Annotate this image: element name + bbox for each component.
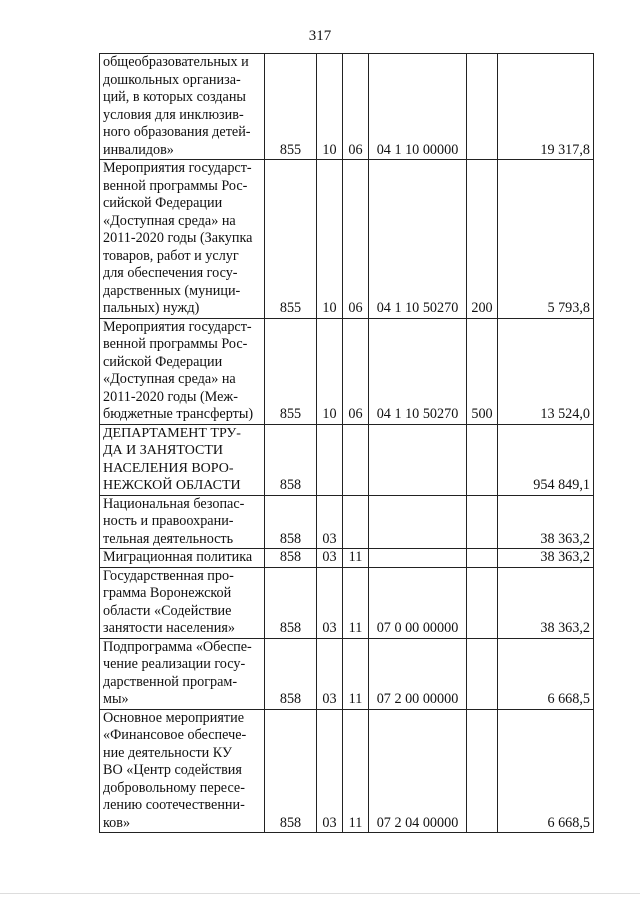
subsection-code-cell: 06 <box>343 318 369 424</box>
amount-cell: 38 363,2 <box>498 495 594 549</box>
ministry-code-cell: 855 <box>265 318 317 424</box>
row-name-line: занятости населения» <box>103 620 235 636</box>
row-name-line: «Доступная среда» на <box>103 212 236 229</box>
section-code-cell: 10 <box>317 160 343 319</box>
row-name-line: инвалидов» <box>103 141 174 158</box>
row-name-line: пальных) нужд) <box>103 300 200 316</box>
row-name-line: Основное мероприятие <box>103 709 244 726</box>
amount-cell: 954 849,1 <box>498 424 594 495</box>
row-name-cell <box>100 638 265 709</box>
row-name-line: сийской Федерации <box>103 353 223 370</box>
row-name-line: НЕЖСКОЙ ОБЛАСТИ <box>103 478 241 493</box>
section-code-cell: 03 <box>317 567 343 638</box>
target-article-cell: 07 2 04 00000 <box>369 709 467 833</box>
ministry-code-cell: 858 <box>265 424 317 495</box>
expense-type-cell <box>467 567 498 638</box>
row-name-line: ций, в которых созданы <box>103 89 246 105</box>
row-name-line: грамма Воронежской <box>103 585 232 601</box>
expense-type-cell <box>467 54 498 160</box>
row-name-line: «Доступная среда» на <box>103 371 236 387</box>
row-name-line: чение реализации госу- <box>103 656 246 672</box>
table-row <box>100 54 594 160</box>
page-number: 317 <box>308 28 332 44</box>
amount-cell: 19 317,8 <box>498 54 594 160</box>
ministry-code-cell: 855 <box>265 160 317 319</box>
section-code-cell <box>317 424 343 495</box>
row-name-line: Национальная безопас- <box>103 495 245 512</box>
row-name-line: «Финансовое обеспече- <box>103 727 247 743</box>
table-body <box>100 54 594 833</box>
table-row <box>100 709 594 833</box>
row-name-line: ность и правоохрани- <box>103 513 234 529</box>
amount-cell: 5 793,8 <box>498 160 594 319</box>
row-name-line: Мероприятия государст- <box>103 318 252 335</box>
ministry-code-cell: 855 <box>265 54 317 160</box>
row-name-line: общеобразовательных и <box>103 54 249 70</box>
row-name-line: ков» <box>103 814 131 831</box>
subsection-code-cell: 06 <box>343 54 369 160</box>
row-name-line: товаров, работ и услуг <box>103 247 239 264</box>
row-name-cell <box>100 160 265 319</box>
subsection-code-cell: 11 <box>343 709 369 833</box>
expense-type-cell: 200 <box>467 160 498 319</box>
target-article-cell: 04 1 10 00000 <box>369 54 467 160</box>
row-name-line: ного образования детей- <box>103 124 251 140</box>
row-name-cell <box>100 318 265 424</box>
row-name-line: ВО «Центр содействия <box>103 762 242 778</box>
section-code-cell: 03 <box>317 638 343 709</box>
section-code-cell: 10 <box>317 318 343 424</box>
row-name-line: мы» <box>103 691 129 707</box>
row-name-line: дарственных (муници- <box>103 282 241 299</box>
row-name-line: ДЕПАРТАМЕНТ ТРУ- <box>103 425 241 441</box>
row-name-line: сийской Федерации <box>103 195 223 211</box>
row-name-line: Подпрограмма «Обеспе- <box>103 638 252 655</box>
ministry-code-cell: 858 <box>265 638 317 709</box>
subsection-code-cell <box>343 495 369 549</box>
row-name-line: 2011-2020 годы (Закупка <box>103 230 253 246</box>
expense-type-cell <box>467 638 498 709</box>
row-name-line: венной программы Рос- <box>103 336 248 352</box>
row-name-cell <box>100 54 265 160</box>
amount-cell: 38 363,2 <box>498 549 594 568</box>
table-row <box>100 160 594 319</box>
amount-cell: 13 524,0 <box>498 318 594 424</box>
table-row <box>100 638 594 709</box>
subsection-code-cell <box>343 424 369 495</box>
expense-type-cell <box>467 709 498 833</box>
section-code-cell: 03 <box>317 495 343 549</box>
budget-table <box>99 53 594 833</box>
row-name-line: Мероприятия государст- <box>103 160 252 176</box>
row-name-line: Миграционная политика <box>103 549 253 565</box>
target-article-cell <box>369 495 467 549</box>
row-name-line: 2011-2020 годы (Меж- <box>103 388 238 405</box>
table-row <box>100 495 594 549</box>
expense-type-cell <box>467 495 498 549</box>
target-article-cell <box>369 424 467 495</box>
subsection-code-cell: 11 <box>343 638 369 709</box>
table-row <box>100 549 594 568</box>
amount-cell: 6 668,5 <box>498 638 594 709</box>
row-name-line: тельная деятельность <box>103 530 234 547</box>
row-name-line: ДА И ЗАНЯТОСТИ <box>103 443 223 458</box>
subsection-code-cell: 11 <box>343 567 369 638</box>
table-row <box>100 318 594 424</box>
ministry-code-cell: 858 <box>265 567 317 638</box>
row-name-cell <box>100 495 265 549</box>
table-row <box>100 424 594 495</box>
row-name-cell <box>100 549 265 568</box>
row-name-line: дарственной програм- <box>103 673 238 690</box>
row-name-line: бюджетные трансферты) <box>103 406 254 422</box>
row-name-line: лению соотечественни- <box>103 797 245 813</box>
row-name-line: условия для инклюзив- <box>103 106 244 123</box>
amount-cell: 38 363,2 <box>498 567 594 638</box>
ministry-code-cell: 858 <box>265 709 317 833</box>
page-bottom-edge <box>0 893 640 894</box>
row-name-cell <box>100 709 265 833</box>
expense-type-cell <box>467 549 498 568</box>
row-name-cell <box>100 567 265 638</box>
row-name-line: Государственная про- <box>103 567 234 584</box>
row-name-line: дошкольных организа- <box>103 71 241 88</box>
section-code-cell: 03 <box>317 709 343 833</box>
ministry-code-cell: 858 <box>265 495 317 549</box>
target-article-cell: 07 0 00 00000 <box>369 567 467 638</box>
target-article-cell: 04 1 10 50270 <box>369 318 467 424</box>
section-code-cell: 10 <box>317 54 343 160</box>
row-name-line: венной программы Рос- <box>103 177 248 194</box>
row-name-line: ние деятельности КУ <box>103 744 233 761</box>
section-code-cell: 03 <box>317 549 343 568</box>
expense-type-cell <box>467 424 498 495</box>
subsection-code-cell: 11 <box>343 549 369 568</box>
target-article-cell: 04 1 10 50270 <box>369 160 467 319</box>
row-name-line: добровольному пересе- <box>103 779 245 796</box>
ministry-code-cell: 858 <box>265 549 317 568</box>
row-name-line: области «Содействие <box>103 602 232 619</box>
expense-type-cell: 500 <box>467 318 498 424</box>
row-name-cell <box>100 424 265 495</box>
target-article-cell: 07 2 00 00000 <box>369 638 467 709</box>
subsection-code-cell: 06 <box>343 160 369 319</box>
row-name-line: НАСЕЛЕНИЯ ВОРО- <box>103 460 234 476</box>
row-name-line: для обеспечения госу- <box>103 265 238 281</box>
target-article-cell <box>369 549 467 568</box>
table-row <box>100 567 594 638</box>
amount-cell: 6 668,5 <box>498 709 594 833</box>
